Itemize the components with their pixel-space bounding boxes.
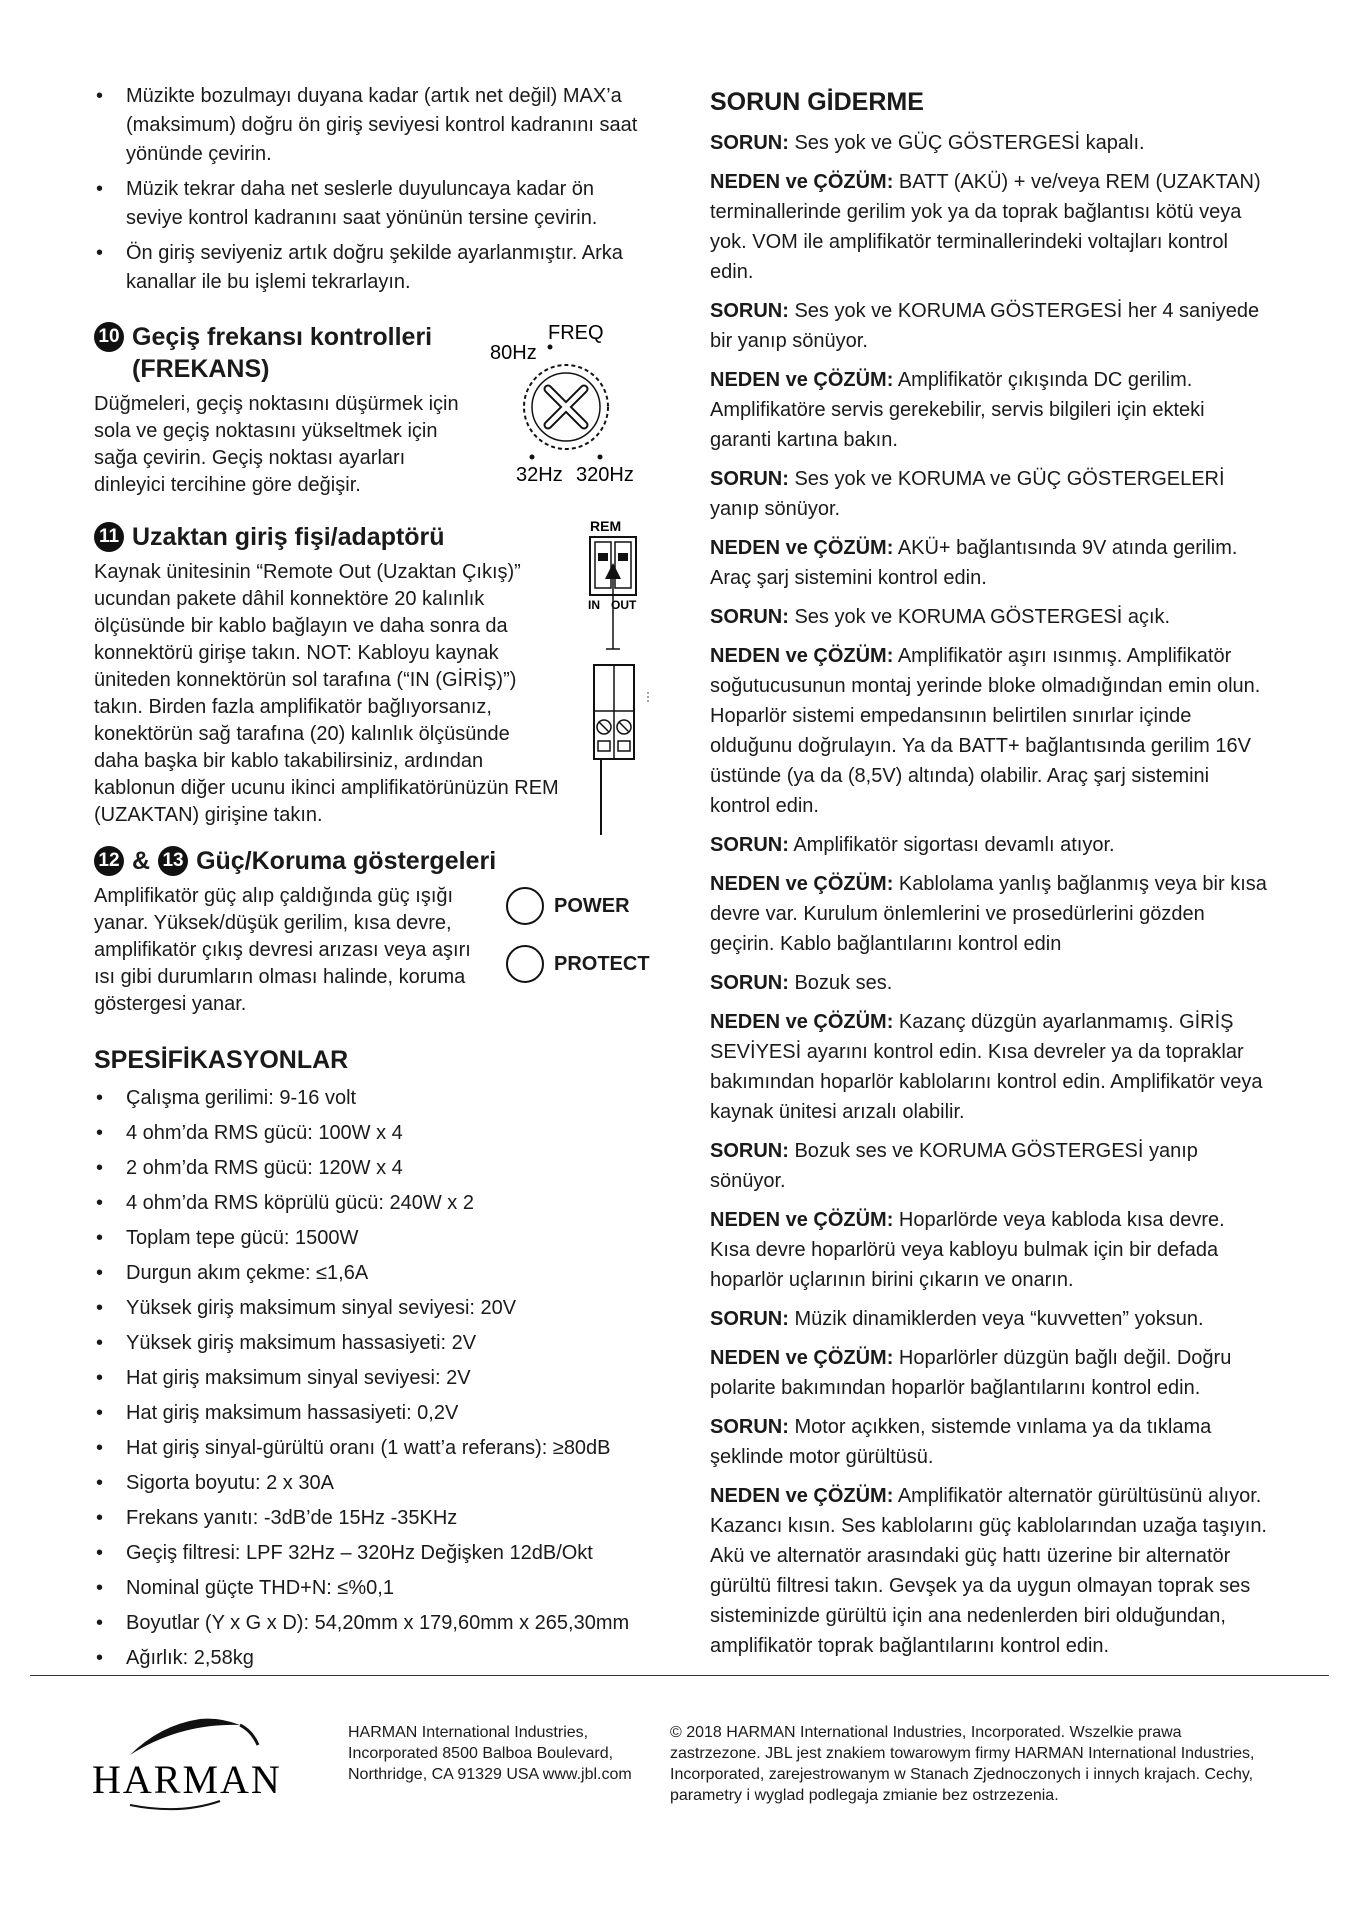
ts-label: SORUN: <box>710 972 789 994</box>
section-body: Amplifikatör güç alıp çaldığında güç ışığı yanar. Yüksek/düşük gerilim, kısa devre, amplifikatör çıkış devresi arızası veya aşırı ısı gibi durumların olması halinde, koruma göstergesi yanar. <box>94 885 471 1015</box>
section-heading <box>94 321 469 385</box>
spec-item: • Hat giriş maksimum hassasiyeti: 0,2V <box>94 1399 654 1428</box>
ts-label: SORUN: <box>710 1140 789 1162</box>
list-item: • Müzikte bozulmayı duyana kadar (artık net değil) MAX’a (maksimum) doğru ön giriş seviyesi kontrol kadranını saat yönünde çevirin. <box>94 82 654 169</box>
spec-item: • Durgun akım çekme: ≤1,6A <box>94 1259 654 1288</box>
protect-led-label: PROTECT <box>554 952 650 975</box>
ts-label: NEDEN ve ÇÖZÜM: <box>710 645 894 667</box>
ts-text: Ses yok ve KORUMA ve GÜÇ GÖSTERGELERİ yanıp sönüyor. <box>710 468 1225 520</box>
spec-item: • 4 ohm’da RMS gücü: 100W x 4 <box>94 1119 654 1148</box>
remote-connector-diagram <box>580 517 670 837</box>
section-freq <box>94 321 654 499</box>
ts-label: SORUN: <box>710 1308 789 1330</box>
ts-label: NEDEN ve ÇÖZÜM: <box>710 1347 894 1369</box>
spec-item: • Çalışma gerilimi: 9-16 volt <box>94 1084 654 1113</box>
spec-item: • Ağırlık: 2,58kg <box>94 1644 654 1673</box>
section-title: Uzaktan giriş fişi/adaptörü <box>132 523 445 551</box>
ts-item <box>710 128 1270 158</box>
spec-item: • 4 ohm’da RMS köprülü gücü: 240W x 2 <box>94 1189 654 1218</box>
ts-text: Amplifikatör sigortası devamlı atıyor. <box>788 834 1115 856</box>
section-number-badge: 13 <box>158 846 188 876</box>
section-remote <box>94 518 654 829</box>
ts-text: Hoparlörler düzgün bağlı değil. Doğru polarite bakımından hoparlör bağlantılarını kontrol edin. <box>710 1347 1232 1399</box>
ts-label: NEDEN ve ÇÖZÜM: <box>710 1209 894 1231</box>
ts-text: Müzik dinamiklerden veya “kuvvetten” yoksun. <box>788 1308 1204 1330</box>
ts-label: NEDEN ve ÇÖZÜM: <box>710 1485 894 1507</box>
ts-text: AKÜ+ bağlantısında 9V atında gerilim. Araç şarj sistemini kontrol edin. <box>710 537 1238 589</box>
ts-text: Motor açıkken, sistemde vınlama ya da tıklama şeklinde motor gürültüsü. <box>710 1416 1212 1468</box>
left-column <box>94 82 654 1679</box>
spec-item: • Frekans yanıtı: -3dB’de 15Hz -35KHz <box>94 1504 654 1533</box>
spec-item: • 2 ohm’da RMS gücü: 120W x 4 <box>94 1154 654 1183</box>
diagram-label-in: IN <box>588 598 600 612</box>
right-column <box>710 86 1270 1670</box>
protect-led-icon <box>506 945 544 983</box>
section-title: Güç/Koruma göstergeleri <box>196 847 497 875</box>
spec-list <box>94 1084 654 1673</box>
power-led-icon <box>506 887 544 925</box>
ts-item <box>710 533 1270 593</box>
section-body: Düğmeleri, geçiş noktasını düşürmek için sola ve geçiş noktasını yükseltmek için sağa çevirin. Geçiş noktası ayarları dinleyici tercihine göre değişir. <box>94 393 459 496</box>
ts-label: SORUN: <box>710 834 789 856</box>
spec-item: • Nominal güçte THD+N: ≤%0,1 <box>94 1574 654 1603</box>
list-item: • Ön giriş seviyeniz artık doğru şekilde ayarlanmıştır. Arka kanallar ile bu işlemi tekrarlayın. <box>94 239 654 297</box>
ts-text: Ses yok ve KORUMA GÖSTERGESİ açık. <box>788 606 1171 628</box>
spec-item: • Hat giriş maksimum sinyal seviyesi: 2V <box>94 1364 654 1393</box>
ts-label: SORUN: <box>710 468 789 490</box>
ts-label: NEDEN ve ÇÖZÜM: <box>710 1011 894 1033</box>
ts-text: Ses yok ve KORUMA GÖSTERGESİ her 4 saniyede bir yanıp sönüyor. <box>710 300 1260 352</box>
protect-led-indicator <box>506 945 650 983</box>
spec-item: • Hat giriş sinyal-gürültü oranı (1 watt’a referans): ≥80dB <box>94 1434 654 1463</box>
logo-text: HARMAN <box>92 1757 282 1802</box>
ts-text: Hoparlörde veya kabloda kısa devre. Kısa devre hoparlörü veya kabloyu bulmak için bir defada hoparlör uçlarının birini çıkarın ve onarın. <box>710 1209 1225 1291</box>
ts-text: Bozuk ses ve KORUMA GÖSTERGESİ yanıp sönüyor. <box>710 1140 1198 1192</box>
spec-title: SPESİFİKASYONLAR <box>94 1046 349 1074</box>
ts-item <box>710 1304 1270 1334</box>
footer-divider <box>30 1675 1329 1676</box>
ts-label: SORUN: <box>710 132 789 154</box>
ts-label: NEDEN ve ÇÖZÜM: <box>710 369 894 391</box>
section-title-line2: (FREKANS) <box>132 355 270 383</box>
ts-text: Kablolama yanlış bağlanmış veya bir kısa devre var. Kurulum önlemlerini ve prosedürlerini gözden geçirin. Kablo bağlantılarını kontrol edin <box>710 873 1267 955</box>
ts-item <box>710 296 1270 356</box>
list-item: • Müzik tekrar daha net seslerle duyuluncaya kadar ön seviye kontrol kadranını saat yönünün tersine çevirin. <box>94 175 654 233</box>
ts-item <box>710 1007 1270 1127</box>
power-led-indicator <box>506 887 630 925</box>
diagram-label-out: OUT <box>611 598 637 612</box>
ts-text: Amplifikatör çıkışında DC gerilim. Amplifikatöre servis gerekebilir, servis bilgileri için ekteki garanti kartına bakın. <box>710 369 1205 451</box>
ts-item <box>710 464 1270 524</box>
spec-item: • Toplam tepe gücü: 1500W <box>94 1224 654 1253</box>
freq-dial-diagram <box>490 321 670 491</box>
spec-item: • Sigorta boyutu: 2 x 30A <box>94 1469 654 1498</box>
specifications <box>94 1044 654 1673</box>
section-heading <box>94 521 564 553</box>
section-body: Kaynak ünitesinin “Remote Out (Uzaktan Çıkış)” ucundan pakete dâhil konnektöre 20 kalınlık ölçüsünde bir kablo bağlayın ve daha sonra da konnektörü girişe takın. NOT: Kabloyu kaynak üniteden konnektörün sol tarafına (“IN (GİRİŞ)”) takın. Birden fazla amplifikatör bağlıyorsanız, konektörün sağ tarafına (20) kalınlık ölçüsünde daha başka bir kablo takabilirsiniz, ardından kablonun diğer ucunu ikinci amplifikatörünüzün REM (UZAKTAN) girişine takın. <box>94 561 559 826</box>
ts-item <box>710 602 1270 632</box>
section-number-badge: 11 <box>94 522 124 552</box>
troubleshooting-list <box>710 128 1270 1661</box>
section-heading <box>94 845 514 877</box>
harman-logo <box>90 1705 290 1815</box>
ts-text: Amplifikatör aşırı ısınmış. Amplifikatör soğutucusunun montaj yerinde bloke olmadığından emin olun. Hoparlör sistemi empedansının belirtilen sınırlar içinde olduğunu doğrulayın. Ya da BATT+ bağlantısında gerilim 16V üstünde (ya da (8,5V) altında) olabilir. Araç şarj sistemini kontrol edin. <box>710 645 1261 817</box>
ts-item <box>710 830 1270 860</box>
ts-label: NEDEN ve ÇÖZÜM: <box>710 171 894 193</box>
intro-list <box>94 82 654 297</box>
troubleshooting-title: SORUN GİDERME <box>710 88 924 116</box>
ts-text: Amplifikatör alternatör gürültüsünü alıyor. Kazancı kısın. Ses kablolarını güç kablolarından uzağa taşıyın. Akü ve alternatör arasındaki güç hattı üzerine bir alternatör gürültü filtresi takın. Gevşek ya da uygun olmayan toprak ses sisteminizde gürültü için ana nedenlerden biri olduğundan, amplifikatör toprak bağlantılarını kontrol edin. <box>710 1485 1267 1657</box>
ts-item <box>710 1136 1270 1196</box>
footer-copyright: © 2018 HARMAN International Industries, Incorporated. Wszelkie prawa zastrzezone. JBL jest znakiem towarowym firmy HARMAN International Industries, Incorporated, zarejestrowanym w Stanach Zjednoczonych i innych krajach. Cechy, parametry i wyglad podlegaja zmianie bez ostrzezenia. <box>670 1724 1255 1804</box>
section-number-badge: 10 <box>94 322 124 352</box>
spec-item: • Boyutlar (Y x G x D): 54,20mm x 179,60mm x 265,30mm <box>94 1609 654 1638</box>
ts-text: Kazanç düzgün ayarlanmamış. GİRİŞ SEVİYESİ ayarını kontrol edin. Kısa devreler ya da topraklar bakımından hoparlör kablolarını kontrol edin. Amplifikatör veya kaynak ünitesi arızalı olabilir. <box>710 1011 1263 1123</box>
power-led-label: POWER <box>554 894 630 917</box>
ts-item <box>710 641 1270 821</box>
ts-item <box>710 968 1270 998</box>
ts-label: SORUN: <box>710 300 789 322</box>
ts-text: Ses yok ve GÜÇ GÖSTERGESİ kapalı. <box>788 132 1145 154</box>
ts-item <box>710 1343 1270 1403</box>
diagram-label-rem: REM <box>590 518 622 534</box>
spec-item: • Geçiş filtresi: LPF 32Hz – 320Hz Değişken 12dB/Okt <box>94 1539 654 1568</box>
dial-label-320hz: 320Hz <box>576 464 634 486</box>
dial-label-80hz: 80Hz <box>490 342 537 364</box>
dial-label-freq: FREQ <box>548 322 604 344</box>
ampersand: & <box>132 847 151 875</box>
section-number-badge: 12 <box>94 846 124 876</box>
ts-label: NEDEN ve ÇÖZÜM: <box>710 873 894 895</box>
footer-address: HARMAN International Industries, Incorporated 8500 Balboa Boulevard, Northridge, CA 91329 USA www.jbl.com <box>348 1724 632 1783</box>
ts-label: SORUN: <box>710 606 789 628</box>
spec-item: • Yüksek giriş maksimum sinyal seviyesi: 20V <box>94 1294 654 1323</box>
spec-item: • Yüksek giriş maksimum hassasiyeti: 2V <box>94 1329 654 1358</box>
ts-label: SORUN: <box>710 1416 789 1438</box>
ts-item <box>710 365 1270 455</box>
ts-item <box>710 869 1270 959</box>
ts-item <box>710 1412 1270 1472</box>
ts-label: NEDEN ve ÇÖZÜM: <box>710 537 894 559</box>
section-title: Geçiş frekansı kontrolleri <box>132 323 433 351</box>
ts-text: BATT (AKÜ) + ve/veya REM (UZAKTAN) terminallerinde gerilim yok ya da toprak bağlantısı kötü veya yok. VOM ile amplifikatör terminallerindeki voltajları kontrol edin. <box>710 171 1261 283</box>
ts-item <box>710 1205 1270 1295</box>
dial-label-32hz: 32Hz <box>516 464 563 486</box>
section-indicators <box>94 845 654 1018</box>
ts-text: Bozuk ses. <box>788 972 893 994</box>
ts-item <box>710 167 1270 287</box>
ts-item <box>710 1481 1270 1661</box>
